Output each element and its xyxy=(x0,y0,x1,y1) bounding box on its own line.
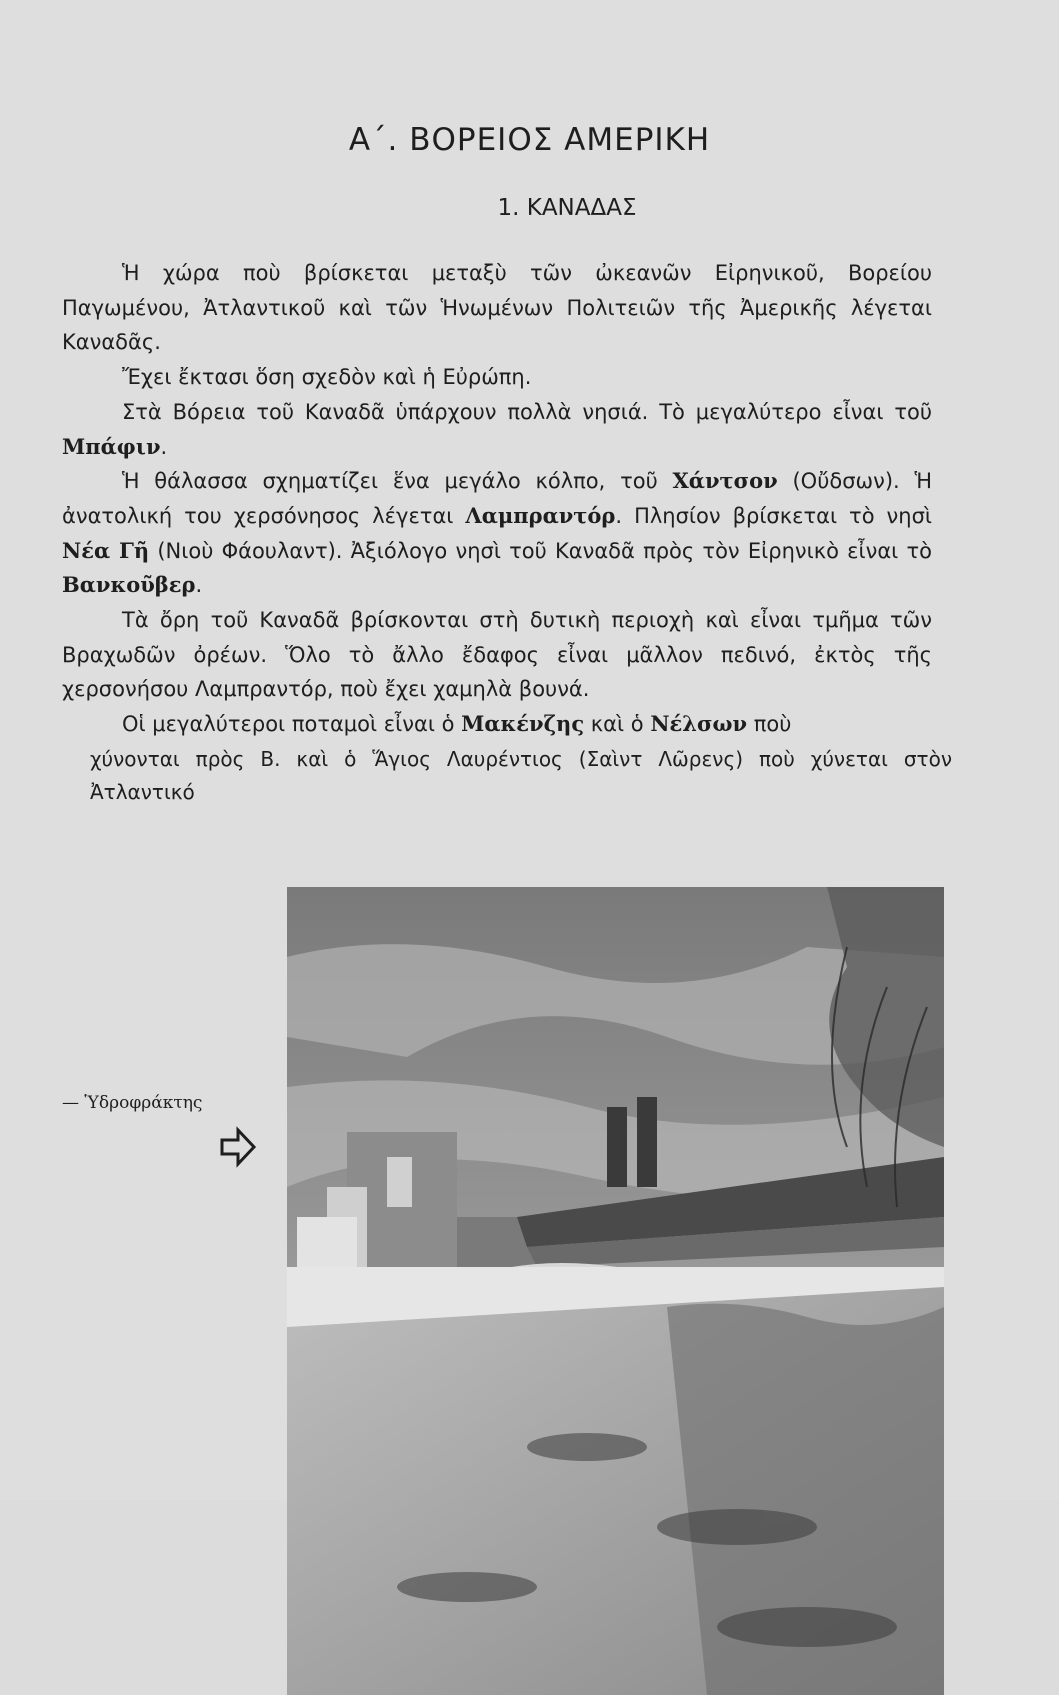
bold-term: Χάντσον xyxy=(672,468,778,494)
text-run: (Οὔδσων). Ἡ ἀνατολική του χερσόνησος λέγεται xyxy=(62,469,932,528)
body-text xyxy=(62,256,932,742)
photo-caption: — Ὑδροφράκτης xyxy=(62,1093,203,1113)
section-title: 1. ΚΑΝΑΔΑΣ xyxy=(497,195,637,221)
text-run: (Νιοὺ Φάουλαντ). Ἀξιόλογο νησὶ τοῦ Καναδᾶ πρὸς τὸν Εἰρηνικὸ εἶναι τὸ xyxy=(149,538,932,563)
paragraph xyxy=(62,395,932,464)
text-run: Ἔχει ἔκτασι ὅση σχεδὸν καὶ ἡ Εὐρώπη. xyxy=(122,365,532,390)
text-run: . xyxy=(160,434,168,459)
bold-term: Βανκοῦβερ xyxy=(62,572,196,598)
bold-term: Νέλσων xyxy=(650,711,748,737)
text-run: Τὰ ὄρη τοῦ Καναδᾶ βρίσκονται στὴ δυτικὴ περιοχὴ καὶ εἶναι τμῆμα τῶν Βραχωδῶν ὀρέων. Ὅλο τὸ ἄλλο ἔδαφος εἶναι μᾶλλον πεδινό, ἐκτὸς τῆς χερσονήσου Λαμπραντόρ, ποὺ ἔχει χαμηλὰ βουνά. xyxy=(62,608,932,702)
paragraph xyxy=(62,707,932,742)
bold-term: Μακένζης xyxy=(461,711,585,737)
continuation-text: χύνονται πρὸς Β. καὶ ὁ Ἅγιος Λαυρέντιος (Σαὶντ Λῶρενς) ποὺ χύνεται στὸν Ἀτλαντικό xyxy=(90,747,952,804)
paragraph xyxy=(62,256,932,360)
bold-term: Λαμπραντόρ xyxy=(465,502,616,528)
text-run: Ἡ χώρα ποὺ βρίσκεται μεταξὺ τῶν ὠκεανῶν Εἰρηνικοῦ, Βορείου Παγωμένου, Ἀτλαντικοῦ καὶ τῶν Ἡνωμένων Πολιτειῶν τῆς Ἀμερικῆς λέγεται Καναδᾶς. xyxy=(62,261,932,355)
paragraph xyxy=(62,603,932,707)
text-run: καὶ ὁ xyxy=(584,712,651,737)
dam-photo xyxy=(287,887,944,1695)
bold-term: Νέα Γῆ xyxy=(62,537,150,563)
paragraph xyxy=(62,464,932,603)
chapter-title: Α΄. ΒΟΡΕΙΟΣ ΑΜΕΡΙΚΗ xyxy=(348,122,711,158)
text-run: Οἱ μεγαλύτεροι ποταμοὶ εἶναι ὁ xyxy=(122,712,462,737)
text-run: Ἡ θάλασσα σχηματίζει ἕνα μεγάλο κόλπο, τοῦ xyxy=(122,469,673,494)
text-run: . Πλησίον βρίσκεται τὸ νησὶ xyxy=(615,503,932,528)
text-run: . xyxy=(195,573,203,598)
text-run: ποὺ xyxy=(747,712,792,737)
paragraph xyxy=(62,360,932,395)
right-arrow-outline-icon xyxy=(218,1125,258,1170)
text-run: Στὰ Βόρεια τοῦ Καναδᾶ ὑπάρχουν πολλὰ νησιά. Τὸ μεγαλύτερο εἶναι τοῦ xyxy=(122,399,932,424)
bold-term: Μπάφιν xyxy=(62,433,161,459)
